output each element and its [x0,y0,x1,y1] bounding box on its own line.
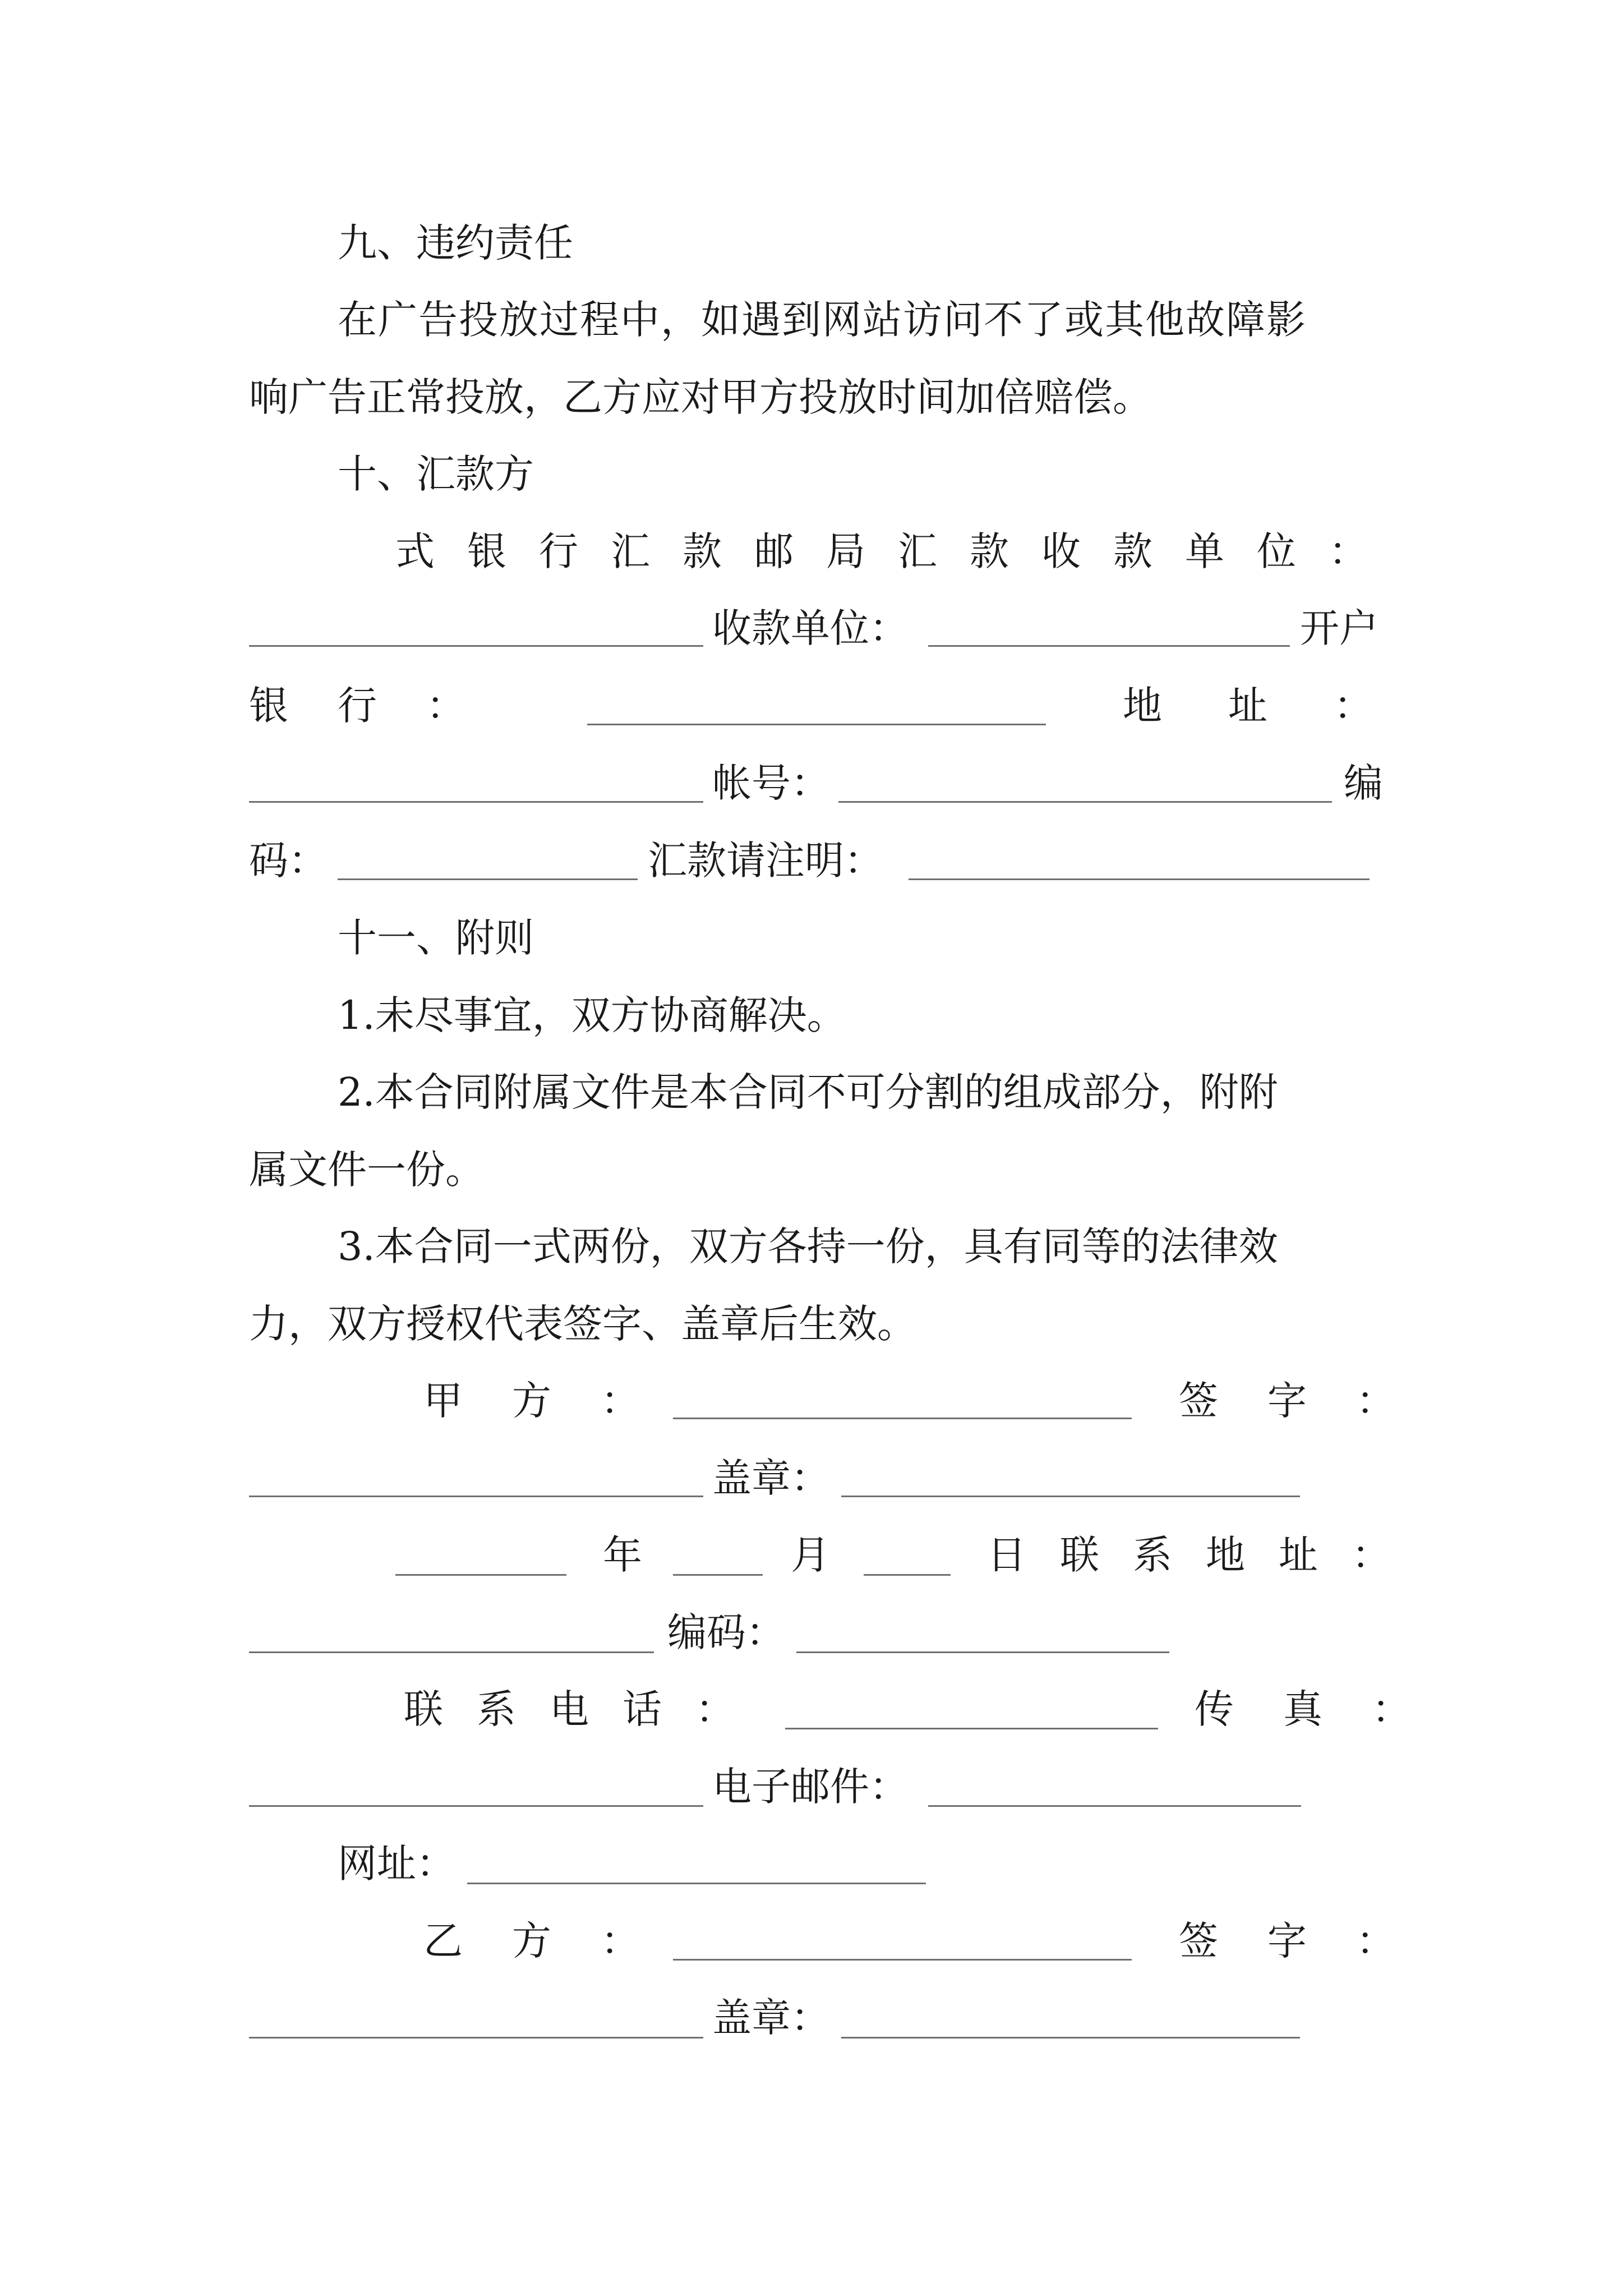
phone-label: 联系电话： [404,1686,768,1732]
remit-blank [249,645,703,647]
address-label: 地址： [1123,683,1439,729]
party-b-blank [673,1959,1132,1961]
year-label: 年 [603,1532,642,1578]
party-a-code-label: 编码： [667,1609,785,1655]
day-contact-address-label: 日联系地址： [987,1532,1424,1578]
party-a-seal-blank [841,1496,1300,1497]
email-label: 电子邮件： [712,1764,909,1810]
section-11-heading: 十一、附则 [338,915,534,961]
party-a-code-blank [796,1651,1169,1653]
section-9-heading: 九、违约责任 [338,220,573,266]
party-a-seal-label: 盖章： [712,1455,830,1501]
website-label: 网址： [338,1841,455,1887]
section-10-heading: 十、汇款方 [338,451,534,497]
year-blank [395,1574,566,1576]
account-number-label: 帐号： [712,760,830,806]
email-blank [928,1805,1301,1807]
address-blank [249,801,703,803]
day-blank [864,1574,951,1576]
code-label-part: 码： [249,838,328,884]
section-11-item: 力，双方授权代表签字、盖章后生效。 [249,1301,916,1347]
remit-methods-label: 式银行汇款邮局汇款收款单位： [395,528,1400,574]
party-b-label: 乙方： [423,1918,689,1964]
account-number-blank [838,801,1332,803]
code-blank [338,878,638,880]
section-11-item: 1.未尽事宜，双方协商解决。 [338,992,846,1038]
party-a-sign-label: 签字： [1179,1378,1445,1424]
party-b-seal-blank [841,2037,1300,2039]
account-open-label: 开户 [1300,605,1378,651]
party-b-sign-label: 签字： [1179,1918,1445,1964]
remit-note-label: 汇款请注明： [648,838,883,884]
section-9-text: 响广告正常投放，乙方应对甲方投放时间加倍赔偿。 [249,374,1152,420]
party-a-label: 甲方： [423,1378,689,1424]
section-11-item: 属文件一份。 [249,1147,485,1193]
website-blank [467,1883,926,1884]
bank-blank [587,724,1046,725]
party-b-sign-blank [249,2037,703,2039]
section-11-item: 3.本合同一式两份，双方各持一份，具有同等的法律效 [338,1223,1278,1269]
month-label: 月 [791,1532,830,1578]
fax-label: 传真： [1195,1686,1460,1732]
party-a-sign-blank [249,1496,703,1497]
section-9-text: 在广告投放过程中，如遇到网站访问不了或其他故障影 [338,297,1307,343]
code-label-part: 编 [1344,760,1383,806]
bank-label: 银行： [249,683,515,729]
section-11-item: 2.本合同附属文件是本合同不可分割的组成部分，附附 [338,1069,1278,1115]
phone-blank [785,1728,1158,1729]
contact-address-blank [249,1651,654,1653]
payee-label: 收款单位： [712,605,909,651]
month-blank [673,1574,763,1576]
fax-blank [249,1805,703,1807]
remit-note-blank [909,878,1370,880]
party-b-seal-label: 盖章： [712,1995,830,2041]
party-a-blank [673,1418,1132,1419]
payee-blank [928,645,1290,647]
